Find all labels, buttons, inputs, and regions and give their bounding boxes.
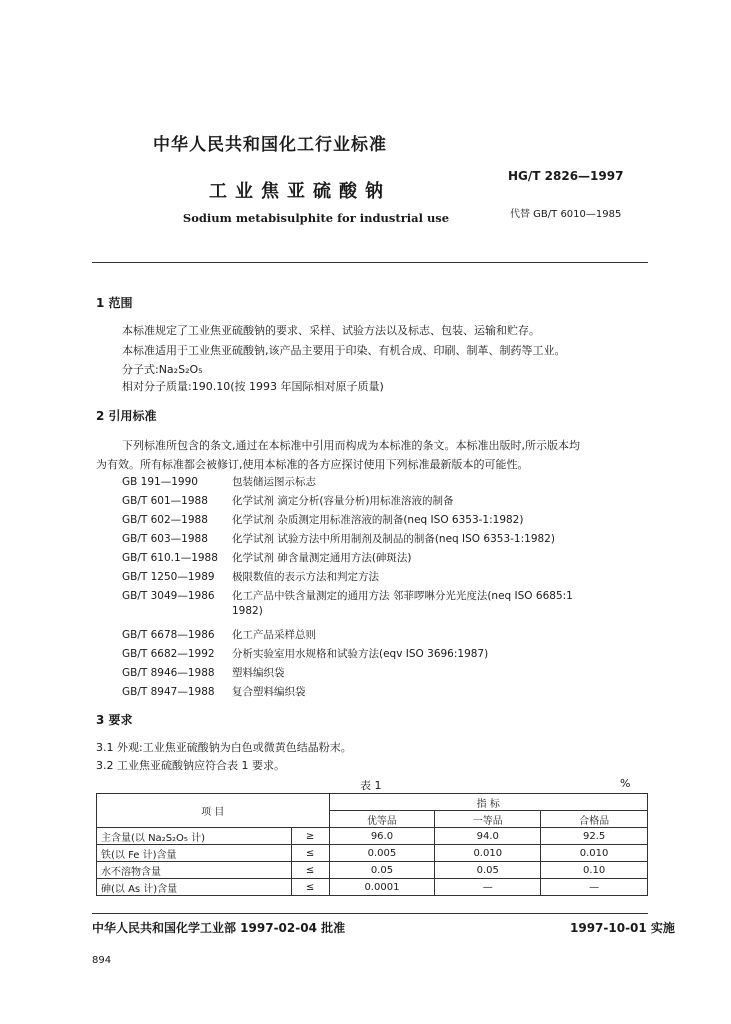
section-1-line: 本标准适用于工业焦亚硫酸钠,该产品主要用于印染、有机合成、印刷、制革、制药等工业。	[122, 344, 566, 357]
row-value: 0.05	[329, 862, 435, 879]
reference-item	[122, 665, 285, 680]
row-value: 0.010	[435, 845, 541, 862]
table-caption: 表 1	[360, 779, 382, 792]
section-2-intro: 为有效。所有标准都会被修订,使用本标准的各方应探讨使用下列标准最新版本的可能性。	[96, 458, 529, 471]
requirement-3-1: 3.1 外观:工业焦亚硫酸钠为白色或微黄色结晶粉末。	[96, 741, 352, 754]
row-value: —	[435, 879, 541, 896]
section-2-intro: 下列标准所包含的条文,通过在本标准中引用而构成为本标准的条文。本标准出版时,所示版本均	[122, 439, 580, 452]
reference-item	[122, 684, 306, 699]
standard-number: HG/T 2826—1997	[508, 169, 624, 183]
grade-header: 一等品	[435, 811, 541, 828]
row-value: 0.010	[541, 845, 648, 862]
section-1-line: 相对分子质量:190.10(按 1993 年国际相对原子质量)	[122, 380, 384, 393]
reference-title: 分析实验室用水规格和试验方法(eqv ISO 3696:1987)	[232, 648, 489, 660]
reference-code: GB 191—1990	[122, 476, 198, 488]
row-condition: ≤	[291, 862, 329, 879]
reference-item	[122, 605, 263, 617]
row-condition: ≤	[291, 879, 329, 896]
header-divider	[92, 262, 648, 263]
requirement-3-2: 3.2 工业焦亚硫酸钠应符合表 1 要求。	[96, 759, 285, 772]
reference-title: 复合塑料编织袋	[232, 686, 306, 698]
spec-table	[96, 793, 648, 896]
row-item: 砷(以 As 计)含量	[97, 879, 292, 896]
section-1-heading: 1 范围	[96, 296, 133, 310]
page-number: 894	[92, 955, 112, 966]
row-value: 0.05	[435, 862, 541, 879]
organization-title: 中华人民共和国化工行业标准	[153, 135, 387, 155]
reference-item	[122, 646, 488, 661]
reference-title: 极限数值的表示方法和判定方法	[232, 571, 379, 583]
table-row	[97, 828, 648, 845]
row-value: —	[541, 879, 648, 896]
document-title: 工业焦亚硫酸钠	[209, 181, 391, 202]
reference-code: GB/T 601—1988	[122, 495, 208, 507]
row-value: 96.0	[329, 828, 435, 845]
row-value: 0.10	[541, 862, 648, 879]
row-item: 铁(以 Fe 计)含量	[97, 845, 292, 862]
english-title: Sodium metabisulphite for industrial use	[182, 211, 450, 225]
reference-code: GB/T 610.1—1988	[122, 552, 218, 564]
table-unit: %	[620, 777, 631, 790]
reference-code: GB/T 1250—1989	[122, 571, 215, 583]
row-condition: ≥	[291, 828, 329, 845]
reference-code: GB/T 8947—1988	[122, 686, 215, 698]
table-row	[97, 879, 648, 896]
reference-item	[122, 627, 316, 642]
table-row	[97, 862, 648, 879]
approval-note: 中华人民共和国化学工业部 1997-02-04 批准	[92, 921, 346, 935]
reference-code: GB/T 6682—1992	[122, 648, 215, 660]
reference-title: 化学试剂 杂质测定用标准溶液的制备(neq ISO 6353-1:1982)	[232, 514, 524, 526]
table-header-row	[97, 794, 648, 811]
row-value: 0.005	[329, 845, 435, 862]
reference-item	[122, 588, 573, 603]
reference-item	[122, 569, 379, 584]
row-item: 水不溶物含量	[97, 862, 292, 879]
section-2-heading: 2 引用标准	[96, 409, 157, 423]
index-header: 指 标	[329, 794, 647, 811]
reference-title: 化工产品采样总则	[232, 629, 316, 641]
table-row	[97, 845, 648, 862]
grade-header: 合格品	[541, 811, 648, 828]
section-1-line: 分子式:Na₂S₂O₅	[122, 363, 203, 376]
reference-code: GB/T 3049—1986	[122, 590, 215, 602]
reference-item	[122, 474, 316, 489]
footer-divider	[92, 913, 648, 914]
reference-title: 包装储运图示标志	[232, 476, 316, 488]
grade-header: 优等品	[329, 811, 435, 828]
row-item: 主含量(以 Na₂S₂O₅ 计)	[97, 828, 292, 845]
reference-item	[122, 512, 523, 527]
reference-item	[122, 493, 454, 508]
reference-item	[122, 531, 555, 546]
item-header: 项 目	[97, 794, 330, 828]
reference-title: 化学试剂 滴定分析(容量分析)用标准溶液的制备	[232, 495, 454, 507]
section-3-heading: 3 要求	[96, 713, 133, 727]
section-1-line: 本标准规定了工业焦亚硫酸钠的要求、采样、试验方法以及标志、包装、运输和贮存。	[122, 324, 540, 337]
reference-title: 化学试剂 砷含量测定通用方法(砷斑法)	[232, 552, 412, 564]
reference-code: GB/T 603—1988	[122, 533, 208, 545]
implementation-date: 1997-10-01 实施	[570, 921, 675, 935]
reference-code: GB/T 602—1988	[122, 514, 208, 526]
reference-code: GB/T 8946—1988	[122, 667, 215, 679]
row-value: 0.0001	[329, 879, 435, 896]
replaces-note: 代替 GB/T 6010—1985	[510, 209, 622, 220]
row-value: 92.5	[541, 828, 648, 845]
reference-title: 塑料编织袋	[232, 667, 285, 679]
row-condition: ≤	[291, 845, 329, 862]
reference-item	[122, 550, 412, 565]
reference-title: 1982)	[232, 605, 263, 617]
reference-title: 化学试剂 试验方法中所用制剂及制品的制备(neq ISO 6353-1:1982)	[232, 533, 555, 545]
row-value: 94.0	[435, 828, 541, 845]
reference-title: 化工产品中铁含量测定的通用方法 邻菲啰啉分光光度法(neq ISO 6685:1	[232, 590, 573, 602]
reference-code: GB/T 6678—1986	[122, 629, 215, 641]
